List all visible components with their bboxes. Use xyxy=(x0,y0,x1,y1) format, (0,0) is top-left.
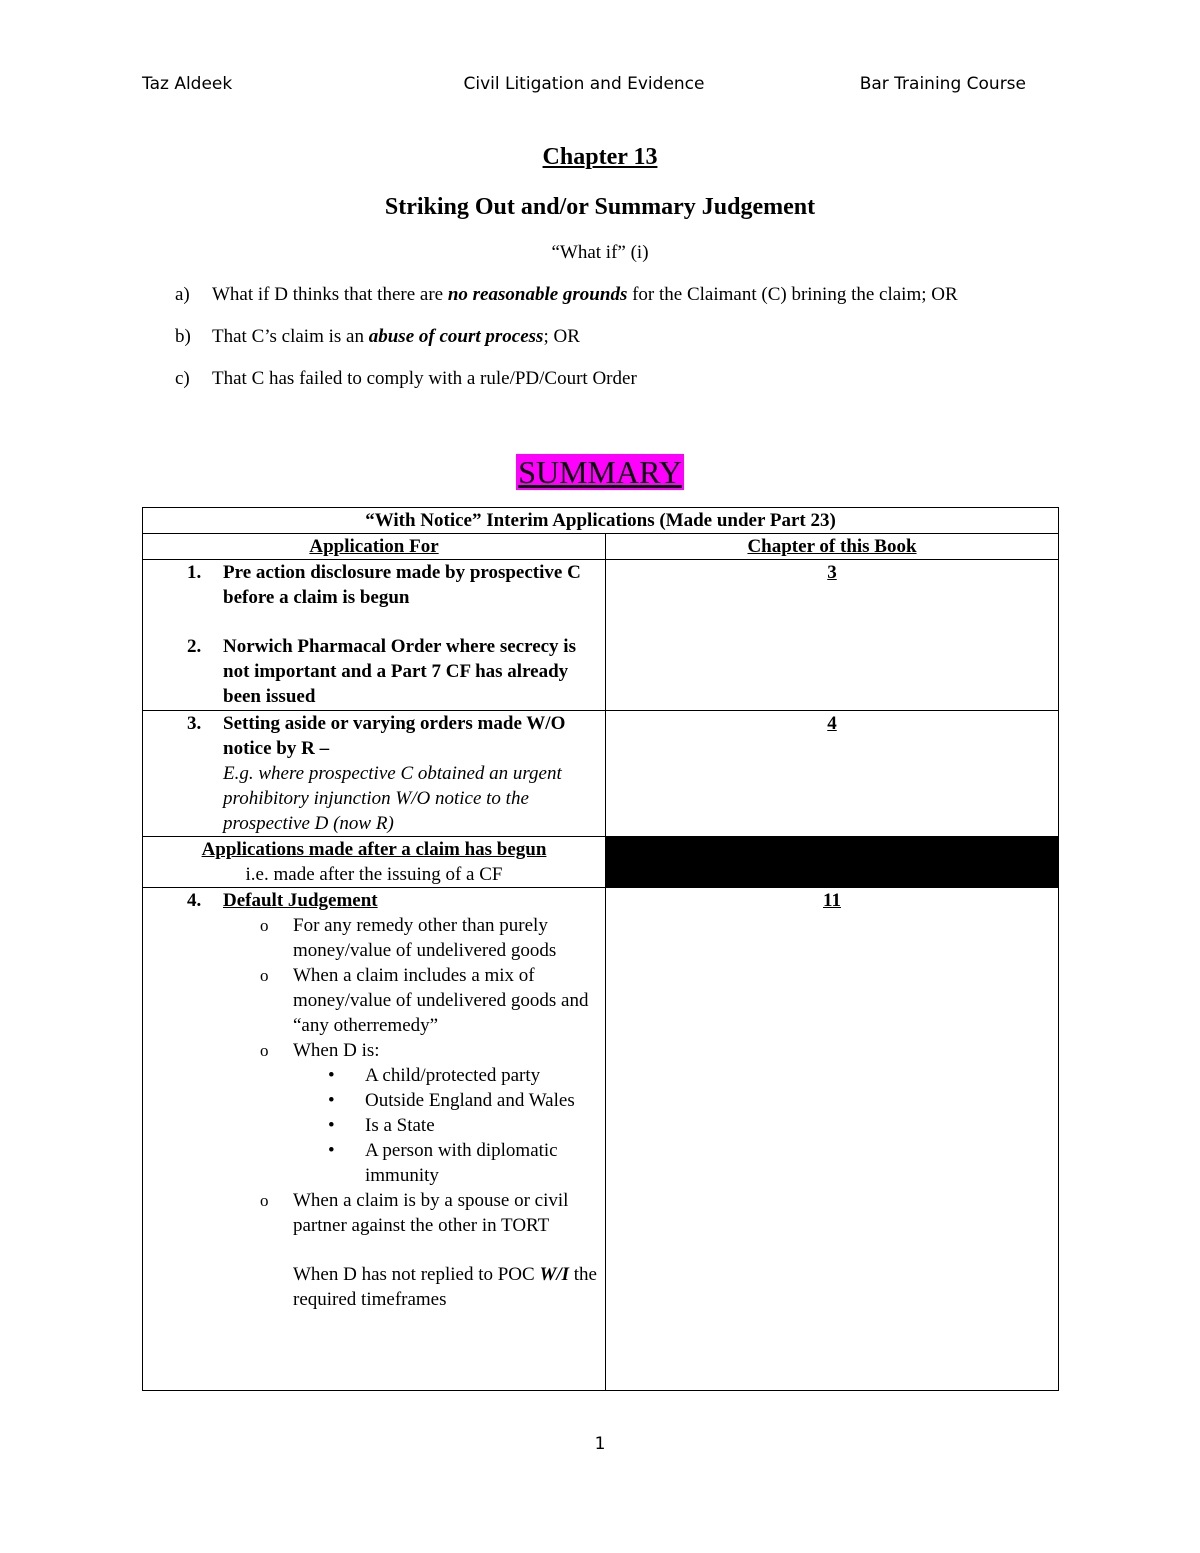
note-emphasis: W/I xyxy=(539,1264,570,1285)
item-number: 3. xyxy=(187,713,202,734)
table-row xyxy=(143,711,1059,837)
bullet-item xyxy=(328,1138,587,1188)
bullet-text: Outside England and Wales xyxy=(365,1090,575,1111)
applications-table xyxy=(142,507,1059,1391)
circle-bullet-icon: o xyxy=(260,966,269,985)
header-subject: Civil Litigation and Evidence xyxy=(463,74,705,94)
question-text xyxy=(212,368,637,390)
item-text: Norwich Pharmacal Order where secrecy is not important and a Part 7 CF has already been issued xyxy=(223,636,576,707)
sub-list-item xyxy=(260,1188,597,1238)
bullet-text: A child/protected party xyxy=(365,1065,541,1086)
item-example: E.g. where prospective C obtained an urgent prohibitory injunction W/O notice to the prospective D (now R) xyxy=(223,763,562,834)
bullet-item xyxy=(328,1113,587,1138)
summary-heading xyxy=(0,454,1200,491)
chapter-subtitle: Striking Out and/or Summary Judgement xyxy=(384,194,816,220)
question-text xyxy=(212,284,958,306)
bullet-text: Is a State xyxy=(365,1115,435,1136)
item-text: Pre action disclosure made by prospective C before a claim is begun xyxy=(223,562,581,608)
application-cell xyxy=(143,711,606,837)
question-text-end: for the Claimant (C) brining the claim; OR xyxy=(627,284,958,305)
sub-item-text: When a claim is by a spouse or civil partner against the other in TORT xyxy=(293,1190,569,1236)
header-course: Bar Training Course xyxy=(859,74,1026,94)
list-item xyxy=(143,888,605,913)
table-row xyxy=(143,560,1059,711)
page-header xyxy=(142,74,1026,98)
sub-item-text: For any remedy other than purely money/value of undelivered goods xyxy=(293,915,557,961)
item-number: 2. xyxy=(187,636,202,657)
section-note: i.e. made after the issuing of a CF xyxy=(245,864,503,885)
sub-list-item xyxy=(260,963,597,1038)
item-number: 1. xyxy=(187,562,202,583)
bullet-icon: • xyxy=(328,1140,335,1161)
bullet-text: A person with diplomatic immunity xyxy=(365,1140,558,1186)
chapter-cell: 4 xyxy=(606,711,1059,837)
sub-item-text: When a claim includes a mix of money/value of undelivered goods and “any otherremedy” xyxy=(293,965,589,1036)
column-header-application: Application For xyxy=(143,534,606,560)
table-header-row xyxy=(143,534,1059,560)
page-number: 1 xyxy=(594,1434,606,1454)
circle-bullet-icon: o xyxy=(260,916,269,935)
sub-item-text: When D is: xyxy=(293,1040,380,1061)
section-row xyxy=(143,837,1059,888)
item-title: Default Judgement xyxy=(223,890,378,911)
table-row xyxy=(143,888,1059,1391)
item-text: Setting aside or varying orders made W/O notice by R – xyxy=(223,713,566,759)
table-caption: “With Notice” Interim Applications (Made under Part 23) xyxy=(143,508,1059,534)
chapter-title: Chapter 13 xyxy=(542,144,658,170)
list-item xyxy=(143,560,605,610)
bullet-item xyxy=(328,1063,587,1088)
question-text xyxy=(212,326,580,348)
question-letter: c) xyxy=(175,368,190,389)
section-cell xyxy=(143,837,606,888)
chapter-cell: 3 xyxy=(606,560,1059,711)
bullet-item xyxy=(328,1088,587,1113)
sub-list-item xyxy=(260,1038,597,1188)
section-title: Applications made after a claim has begun xyxy=(201,839,547,860)
header-author: Taz Aldeek xyxy=(142,74,233,94)
question-text-end: ; OR xyxy=(543,326,580,347)
defendant-types-list xyxy=(293,1063,597,1188)
question-letter: b) xyxy=(175,326,191,347)
circle-bullet-icon: o xyxy=(260,1041,269,1060)
note-text-start: When D has not replied to POC xyxy=(293,1264,540,1285)
note-text-end: the required timeframes xyxy=(293,1264,597,1310)
chapter-cell: 11 xyxy=(606,888,1059,1391)
question-letter: a) xyxy=(175,284,190,305)
default-judgement-list xyxy=(143,913,605,1312)
application-cell xyxy=(143,560,606,711)
question-text-start: That C’s claim is an xyxy=(212,326,369,347)
bullet-icon: • xyxy=(328,1090,335,1111)
question-emphasis: no reasonable grounds xyxy=(447,284,628,305)
list-item xyxy=(143,711,605,836)
item-number: 4. xyxy=(187,890,202,911)
blocked-cell xyxy=(606,837,1059,888)
question-text-start: What if D thinks that there are xyxy=(212,284,448,305)
bullet-icon: • xyxy=(328,1115,335,1136)
column-header-chapter: Chapter of this Book xyxy=(606,534,1059,560)
application-cell xyxy=(143,888,606,1391)
circle-bullet-icon: o xyxy=(260,1191,269,1210)
question-text-start: That C has failed to comply with a rule/PD/Court Order xyxy=(212,368,637,389)
question-emphasis: abuse of court process xyxy=(368,326,544,347)
bullet-icon: • xyxy=(328,1065,335,1086)
summary-label: SUMMARY xyxy=(518,454,682,490)
sub-list-item xyxy=(260,913,597,963)
table-caption-row xyxy=(143,508,1059,534)
list-item xyxy=(143,634,605,709)
what-if-heading: “What if” (i) xyxy=(551,242,649,263)
sub-list-note xyxy=(293,1262,597,1312)
